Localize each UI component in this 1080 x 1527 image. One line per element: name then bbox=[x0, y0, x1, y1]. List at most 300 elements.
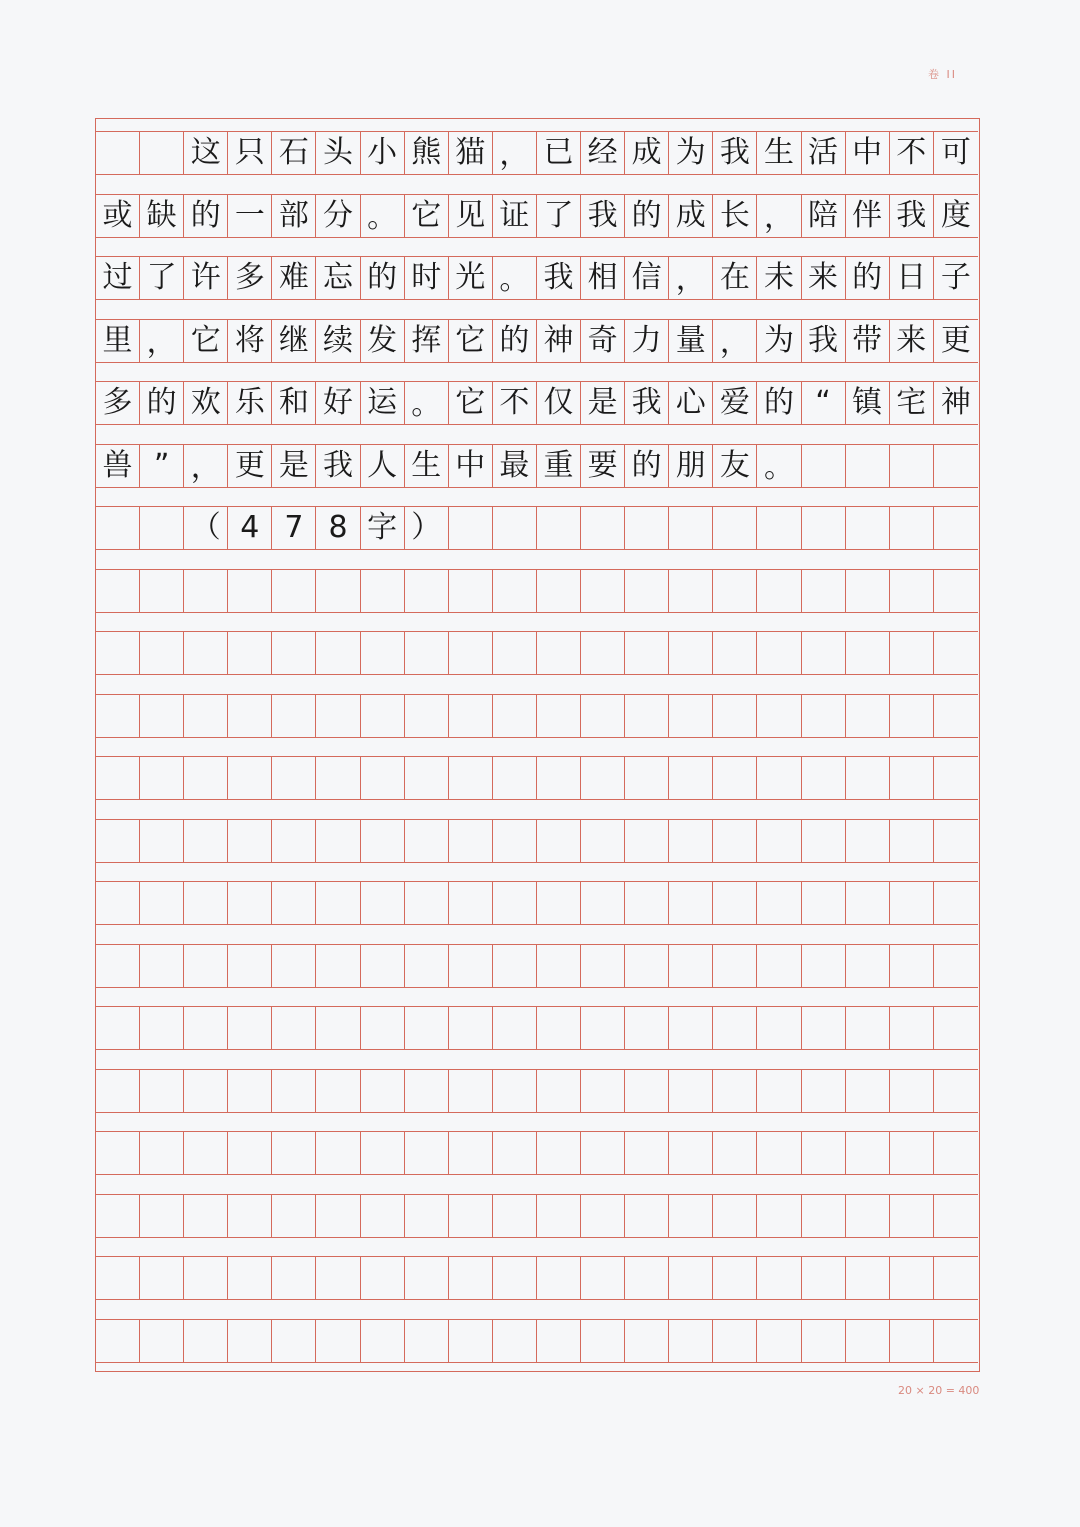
grid-cell bbox=[140, 1257, 184, 1299]
grid-cell: 心 bbox=[669, 382, 713, 424]
grid-row bbox=[96, 631, 978, 675]
grid-cell bbox=[537, 632, 581, 674]
grid-cell: 度 bbox=[940, 197, 971, 233]
grid-cell: 陪 bbox=[802, 195, 846, 237]
grid-cell bbox=[846, 1070, 890, 1112]
grid-cell bbox=[228, 1070, 272, 1112]
grid-cell bbox=[537, 882, 581, 924]
grid-cell bbox=[713, 1007, 757, 1049]
grid-cell: 过 bbox=[96, 257, 140, 299]
grid-cell bbox=[228, 882, 272, 924]
grid-cell bbox=[890, 1257, 934, 1299]
grid-cell bbox=[184, 1007, 228, 1049]
grid-cell bbox=[669, 1007, 713, 1049]
grid-cell bbox=[934, 570, 978, 612]
grid-cell bbox=[184, 1257, 228, 1299]
grid-cell bbox=[140, 507, 184, 549]
grid-cell: 重 bbox=[537, 445, 581, 487]
grid-cell: 中 bbox=[449, 445, 493, 487]
grid-cell bbox=[625, 570, 669, 612]
grid-row bbox=[96, 131, 978, 175]
grid-cell bbox=[405, 1132, 449, 1174]
grid-cell: 好 bbox=[316, 382, 360, 424]
grid-cell bbox=[493, 945, 537, 987]
grid-cell bbox=[581, 570, 625, 612]
grid-cell: 带 bbox=[846, 320, 890, 362]
grid-cell bbox=[449, 820, 493, 862]
grid-cell bbox=[272, 1132, 316, 1174]
grid-cell bbox=[581, 1320, 625, 1362]
grid-cell: 发 bbox=[361, 320, 405, 362]
grid-cell: 许 bbox=[184, 257, 228, 299]
grid-row bbox=[96, 819, 978, 863]
grid-cell bbox=[713, 695, 757, 737]
grid-cell bbox=[757, 695, 801, 737]
grid-cell bbox=[405, 882, 449, 924]
grid-cell: 挥 bbox=[405, 320, 449, 362]
grid-cell bbox=[493, 1132, 537, 1174]
grid-cell bbox=[449, 1195, 493, 1237]
grid-cell: 部 bbox=[272, 195, 316, 237]
grid-cell: 兽 bbox=[96, 445, 140, 487]
grid-cell: 的 bbox=[846, 257, 890, 299]
grid-cell: 乐 bbox=[228, 382, 272, 424]
page-mark: 卷 II bbox=[928, 68, 957, 81]
grid-cell bbox=[625, 1257, 669, 1299]
grid-cell bbox=[96, 1257, 140, 1299]
grid-cell bbox=[184, 820, 228, 862]
grid-cell: 了 bbox=[140, 257, 184, 299]
grid-cell bbox=[493, 507, 537, 549]
grid-cell bbox=[96, 882, 140, 924]
grid-cell: 最 bbox=[493, 445, 537, 487]
grid-cell bbox=[361, 1320, 405, 1362]
grid-cell: 我 bbox=[713, 132, 757, 174]
manuscript-grid-sheet bbox=[95, 118, 980, 1372]
grid-cell: “ bbox=[802, 382, 846, 424]
grid-cell bbox=[934, 945, 978, 987]
grid-cell bbox=[934, 695, 978, 737]
grid-cell bbox=[184, 882, 228, 924]
grid-cell bbox=[140, 882, 184, 924]
grid-cell bbox=[361, 570, 405, 612]
grid-cell bbox=[669, 757, 713, 799]
grid-cell bbox=[272, 1070, 316, 1112]
grid-cell: 是 bbox=[272, 445, 316, 487]
grid-cell bbox=[449, 1132, 493, 1174]
grid-cell bbox=[713, 1257, 757, 1299]
grid-cell bbox=[361, 632, 405, 674]
grid-cell bbox=[890, 820, 934, 862]
grid-cell bbox=[228, 1257, 272, 1299]
grid-cell: 的 bbox=[184, 195, 228, 237]
grid-cell bbox=[713, 820, 757, 862]
grid-cell bbox=[802, 1070, 846, 1112]
grid-cell: 头 bbox=[316, 132, 360, 174]
grid-cell bbox=[96, 507, 140, 549]
grid-cell: 的 bbox=[493, 320, 537, 362]
grid-cell: 我 bbox=[537, 257, 581, 299]
grid-cell bbox=[316, 757, 360, 799]
grid-cell bbox=[449, 1257, 493, 1299]
grid-cell: 熊 bbox=[405, 132, 449, 174]
grid-cell bbox=[757, 1070, 801, 1112]
grid-cell bbox=[846, 1320, 890, 1362]
grid-cell bbox=[846, 1007, 890, 1049]
grid-cell bbox=[934, 1070, 978, 1112]
grid-row bbox=[96, 881, 978, 925]
grid-cell bbox=[405, 1195, 449, 1237]
grid-cell bbox=[581, 695, 625, 737]
grid-cell bbox=[184, 945, 228, 987]
grid-cell bbox=[449, 695, 493, 737]
grid-cell bbox=[96, 1195, 140, 1237]
grid-cell bbox=[96, 1070, 140, 1112]
grid-cell bbox=[581, 1007, 625, 1049]
grid-cell bbox=[713, 1132, 757, 1174]
grid-cell bbox=[449, 945, 493, 987]
grid-cell bbox=[140, 1070, 184, 1112]
grid-cell: 证 bbox=[493, 195, 537, 237]
grid-cell bbox=[228, 945, 272, 987]
grid-cell bbox=[802, 757, 846, 799]
grid-cell bbox=[713, 945, 757, 987]
grid-cell bbox=[934, 507, 978, 549]
grid-cell: 已 bbox=[537, 132, 581, 174]
grid-cell bbox=[846, 570, 890, 612]
grid-cell bbox=[669, 820, 713, 862]
grid-cell: 猫 bbox=[449, 132, 493, 174]
grid-cell bbox=[184, 632, 228, 674]
grid-cell bbox=[581, 632, 625, 674]
grid-cell bbox=[757, 1007, 801, 1049]
grid-cell bbox=[669, 570, 713, 612]
grid-cell bbox=[140, 570, 184, 612]
grid-cell bbox=[846, 1257, 890, 1299]
grid-cell: 量 bbox=[669, 320, 713, 362]
grid-cell: 的 bbox=[625, 195, 669, 237]
grid-cell bbox=[934, 632, 978, 674]
grid-row bbox=[96, 1319, 978, 1363]
grid-cell: 生 bbox=[405, 445, 449, 487]
grid-cell bbox=[802, 1132, 846, 1174]
grid-cell bbox=[405, 1007, 449, 1049]
grid-cell: 神 bbox=[537, 320, 581, 362]
grid-cell bbox=[96, 1007, 140, 1049]
grid-cell: 和 bbox=[272, 382, 316, 424]
grid-cell: ） bbox=[405, 507, 449, 549]
grid-cell bbox=[361, 1132, 405, 1174]
grid-cell bbox=[713, 1320, 757, 1362]
grid-cell bbox=[272, 1257, 316, 1299]
grid-cell bbox=[140, 757, 184, 799]
grid-cell bbox=[934, 882, 978, 924]
grid-cell bbox=[140, 1132, 184, 1174]
grid-cell bbox=[96, 632, 140, 674]
grid-cell bbox=[272, 757, 316, 799]
grid-cell: 分 bbox=[316, 195, 360, 237]
grid-cell bbox=[272, 1195, 316, 1237]
grid-cell: 来 bbox=[890, 320, 934, 362]
grid-cell bbox=[361, 757, 405, 799]
grid-cell bbox=[272, 695, 316, 737]
grid-cell: 的 bbox=[625, 445, 669, 487]
grid-cell bbox=[361, 820, 405, 862]
grid-cell: 。 bbox=[493, 257, 537, 299]
grid-cell: 继 bbox=[272, 320, 316, 362]
grid-cell: 欢 bbox=[184, 382, 228, 424]
grid-cell bbox=[96, 945, 140, 987]
grid-cell: 成 bbox=[625, 132, 669, 174]
grid-cell bbox=[669, 695, 713, 737]
grid-cell bbox=[713, 1070, 757, 1112]
grid-cell: 难 bbox=[272, 257, 316, 299]
grid-cell bbox=[802, 1007, 846, 1049]
grid-cell bbox=[96, 570, 140, 612]
grid-cell bbox=[405, 820, 449, 862]
grid-cell: 将 bbox=[228, 320, 272, 362]
grid-cell bbox=[713, 882, 757, 924]
grid-cell bbox=[581, 1132, 625, 1174]
grid-cell bbox=[713, 632, 757, 674]
grid-cell bbox=[581, 507, 625, 549]
grid-cell bbox=[846, 695, 890, 737]
grid-cell bbox=[449, 632, 493, 674]
grid-cell bbox=[934, 1257, 978, 1299]
grid-cell bbox=[625, 820, 669, 862]
grid-cell bbox=[96, 820, 140, 862]
grid-cell bbox=[625, 1070, 669, 1112]
grid-cell: 它 bbox=[184, 320, 228, 362]
grid-cell: 力 bbox=[625, 320, 669, 362]
grid-cell bbox=[846, 945, 890, 987]
grid-cell bbox=[537, 757, 581, 799]
grid-cell: 人 bbox=[361, 445, 405, 487]
grid-cell: 我 bbox=[625, 382, 669, 424]
grid-cell bbox=[228, 1007, 272, 1049]
grid-cell bbox=[316, 632, 360, 674]
grid-cell bbox=[493, 820, 537, 862]
grid-cell: 续 bbox=[316, 320, 360, 362]
grid-cell: 信 bbox=[625, 257, 669, 299]
grid-cell bbox=[890, 945, 934, 987]
grid-cell: ， bbox=[757, 195, 801, 237]
grid-cell bbox=[669, 1257, 713, 1299]
grid-cell bbox=[493, 570, 537, 612]
grid-cell bbox=[846, 445, 890, 487]
grid-cell bbox=[316, 1257, 360, 1299]
grid-cell: 我 bbox=[581, 195, 625, 237]
grid-cell bbox=[581, 757, 625, 799]
grid-cell bbox=[934, 1132, 978, 1174]
grid-cell bbox=[934, 1007, 978, 1049]
grid-cell bbox=[184, 1132, 228, 1174]
grid-cell bbox=[316, 1320, 360, 1362]
grid-cell: 是 bbox=[581, 382, 625, 424]
grid-cell bbox=[228, 1320, 272, 1362]
grid-cell bbox=[757, 570, 801, 612]
grid-row bbox=[96, 1131, 978, 1175]
grid-cell: ” bbox=[140, 445, 184, 487]
grid-cell bbox=[96, 132, 140, 174]
grid-row bbox=[96, 381, 978, 425]
grid-cell: 。 bbox=[361, 195, 405, 237]
grid-cell: 我 bbox=[316, 445, 360, 487]
grid-cell bbox=[757, 945, 801, 987]
grid-cell bbox=[449, 1320, 493, 1362]
grid-cell bbox=[272, 1320, 316, 1362]
grid-row bbox=[96, 256, 978, 300]
grid-row bbox=[96, 506, 978, 550]
grid-cell bbox=[846, 507, 890, 549]
grid-cell bbox=[361, 1070, 405, 1112]
grid-row bbox=[96, 1194, 978, 1238]
grid-cell bbox=[537, 570, 581, 612]
grid-cell: 这 bbox=[184, 132, 228, 174]
grid-cell bbox=[228, 757, 272, 799]
grid-cell bbox=[757, 1195, 801, 1237]
grid-cell bbox=[713, 507, 757, 549]
grid-cell bbox=[184, 1195, 228, 1237]
grid-cell: 石 bbox=[272, 132, 316, 174]
grid-cell bbox=[405, 570, 449, 612]
grid-cell bbox=[449, 757, 493, 799]
grid-cell: 为 bbox=[669, 132, 713, 174]
grid-cell bbox=[184, 1320, 228, 1362]
grid-cell bbox=[361, 1257, 405, 1299]
grid-cell: 更 bbox=[228, 445, 272, 487]
grid-cell: 中 bbox=[846, 132, 890, 174]
grid-cell bbox=[537, 695, 581, 737]
grid-cell bbox=[669, 1070, 713, 1112]
grid-cell bbox=[802, 820, 846, 862]
grid-cell bbox=[316, 1007, 360, 1049]
grid-cell bbox=[581, 1257, 625, 1299]
grid-cell bbox=[934, 1320, 978, 1362]
grid-cell: 相 bbox=[581, 257, 625, 299]
grid-cell bbox=[581, 882, 625, 924]
grid-cell bbox=[361, 1195, 405, 1237]
grid-cell: 朋 bbox=[669, 445, 713, 487]
grid-cell: 或 bbox=[96, 195, 140, 237]
grid-cell bbox=[449, 507, 493, 549]
grid-cell bbox=[228, 1132, 272, 1174]
grid-cell: 友 bbox=[713, 445, 757, 487]
grid-cell bbox=[228, 570, 272, 612]
grid-cell bbox=[537, 1195, 581, 1237]
grid-cell: ， bbox=[184, 445, 228, 487]
grid-cell bbox=[802, 945, 846, 987]
grid-cell bbox=[890, 1320, 934, 1362]
grid-cell bbox=[272, 882, 316, 924]
grid-cell bbox=[757, 1132, 801, 1174]
grid-cell bbox=[890, 695, 934, 737]
grid-cell: 4 bbox=[228, 507, 272, 549]
grid-cell bbox=[581, 1070, 625, 1112]
grid-cell: 的 bbox=[757, 382, 801, 424]
grid-cell bbox=[140, 820, 184, 862]
grid-cell bbox=[757, 1257, 801, 1299]
grid-cell bbox=[228, 695, 272, 737]
grid-cell: 更 bbox=[940, 322, 971, 358]
grid-cell: 仅 bbox=[537, 382, 581, 424]
grid-cell: 忘 bbox=[316, 257, 360, 299]
grid-cell bbox=[537, 1007, 581, 1049]
grid-cell bbox=[140, 695, 184, 737]
grid-cell: 。 bbox=[757, 445, 801, 487]
grid-cell: 成 bbox=[669, 195, 713, 237]
grid-cell: 见 bbox=[449, 195, 493, 237]
grid-cell bbox=[890, 882, 934, 924]
grid-cell bbox=[669, 507, 713, 549]
grid-cell bbox=[272, 632, 316, 674]
grid-cell bbox=[625, 695, 669, 737]
grid-cell bbox=[890, 632, 934, 674]
grid-cell: 宅 bbox=[890, 382, 934, 424]
grid-cell bbox=[140, 132, 184, 174]
grid-cell: 时 bbox=[405, 257, 449, 299]
grid-cell: 神 bbox=[940, 385, 971, 420]
grid-cell bbox=[316, 1195, 360, 1237]
grid-cell: 8 bbox=[316, 507, 360, 549]
grid-cell: 我 bbox=[890, 195, 934, 237]
grid-cell: 爱 bbox=[713, 382, 757, 424]
grid-cell: ， bbox=[669, 257, 713, 299]
grid-cell bbox=[757, 1320, 801, 1362]
grid-cell bbox=[625, 757, 669, 799]
grid-cell bbox=[184, 757, 228, 799]
grid-cell bbox=[184, 570, 228, 612]
grid-cell bbox=[272, 1007, 316, 1049]
grid-cell bbox=[405, 1257, 449, 1299]
grid-cell bbox=[625, 945, 669, 987]
grid-cell bbox=[537, 1132, 581, 1174]
grid-cell bbox=[581, 1195, 625, 1237]
grid-cell: ， bbox=[140, 320, 184, 362]
grid-cell bbox=[96, 695, 140, 737]
grid-cell bbox=[802, 570, 846, 612]
grid-cell bbox=[669, 632, 713, 674]
grid-cell bbox=[493, 1320, 537, 1362]
grid-cell bbox=[846, 1132, 890, 1174]
grid-cell: 运 bbox=[361, 382, 405, 424]
grid-cell bbox=[625, 1007, 669, 1049]
grid-cell bbox=[449, 1070, 493, 1112]
grid-cell bbox=[890, 1195, 934, 1237]
grid-cell bbox=[184, 1070, 228, 1112]
grid-cell: 字 bbox=[361, 507, 405, 549]
grid-cell bbox=[493, 882, 537, 924]
grid-cell: 伴 bbox=[846, 195, 890, 237]
grid-size-mark: 20 × 20 = 400 bbox=[898, 1384, 980, 1397]
grid-cell bbox=[846, 882, 890, 924]
grid-cell: 的 bbox=[361, 257, 405, 299]
grid-cell bbox=[537, 1320, 581, 1362]
grid-cell: 的 bbox=[140, 382, 184, 424]
grid-cell bbox=[140, 945, 184, 987]
grid-cell bbox=[669, 1195, 713, 1237]
grid-cell bbox=[316, 1132, 360, 1174]
grid-row bbox=[96, 694, 978, 738]
grid-cell bbox=[713, 570, 757, 612]
grid-cell: 不 bbox=[890, 132, 934, 174]
grid-cell bbox=[493, 1007, 537, 1049]
grid-cell bbox=[846, 1195, 890, 1237]
grid-cell bbox=[449, 1007, 493, 1049]
grid-cell: 7 bbox=[272, 507, 316, 549]
grid-cell bbox=[802, 882, 846, 924]
grid-cell bbox=[802, 445, 846, 487]
